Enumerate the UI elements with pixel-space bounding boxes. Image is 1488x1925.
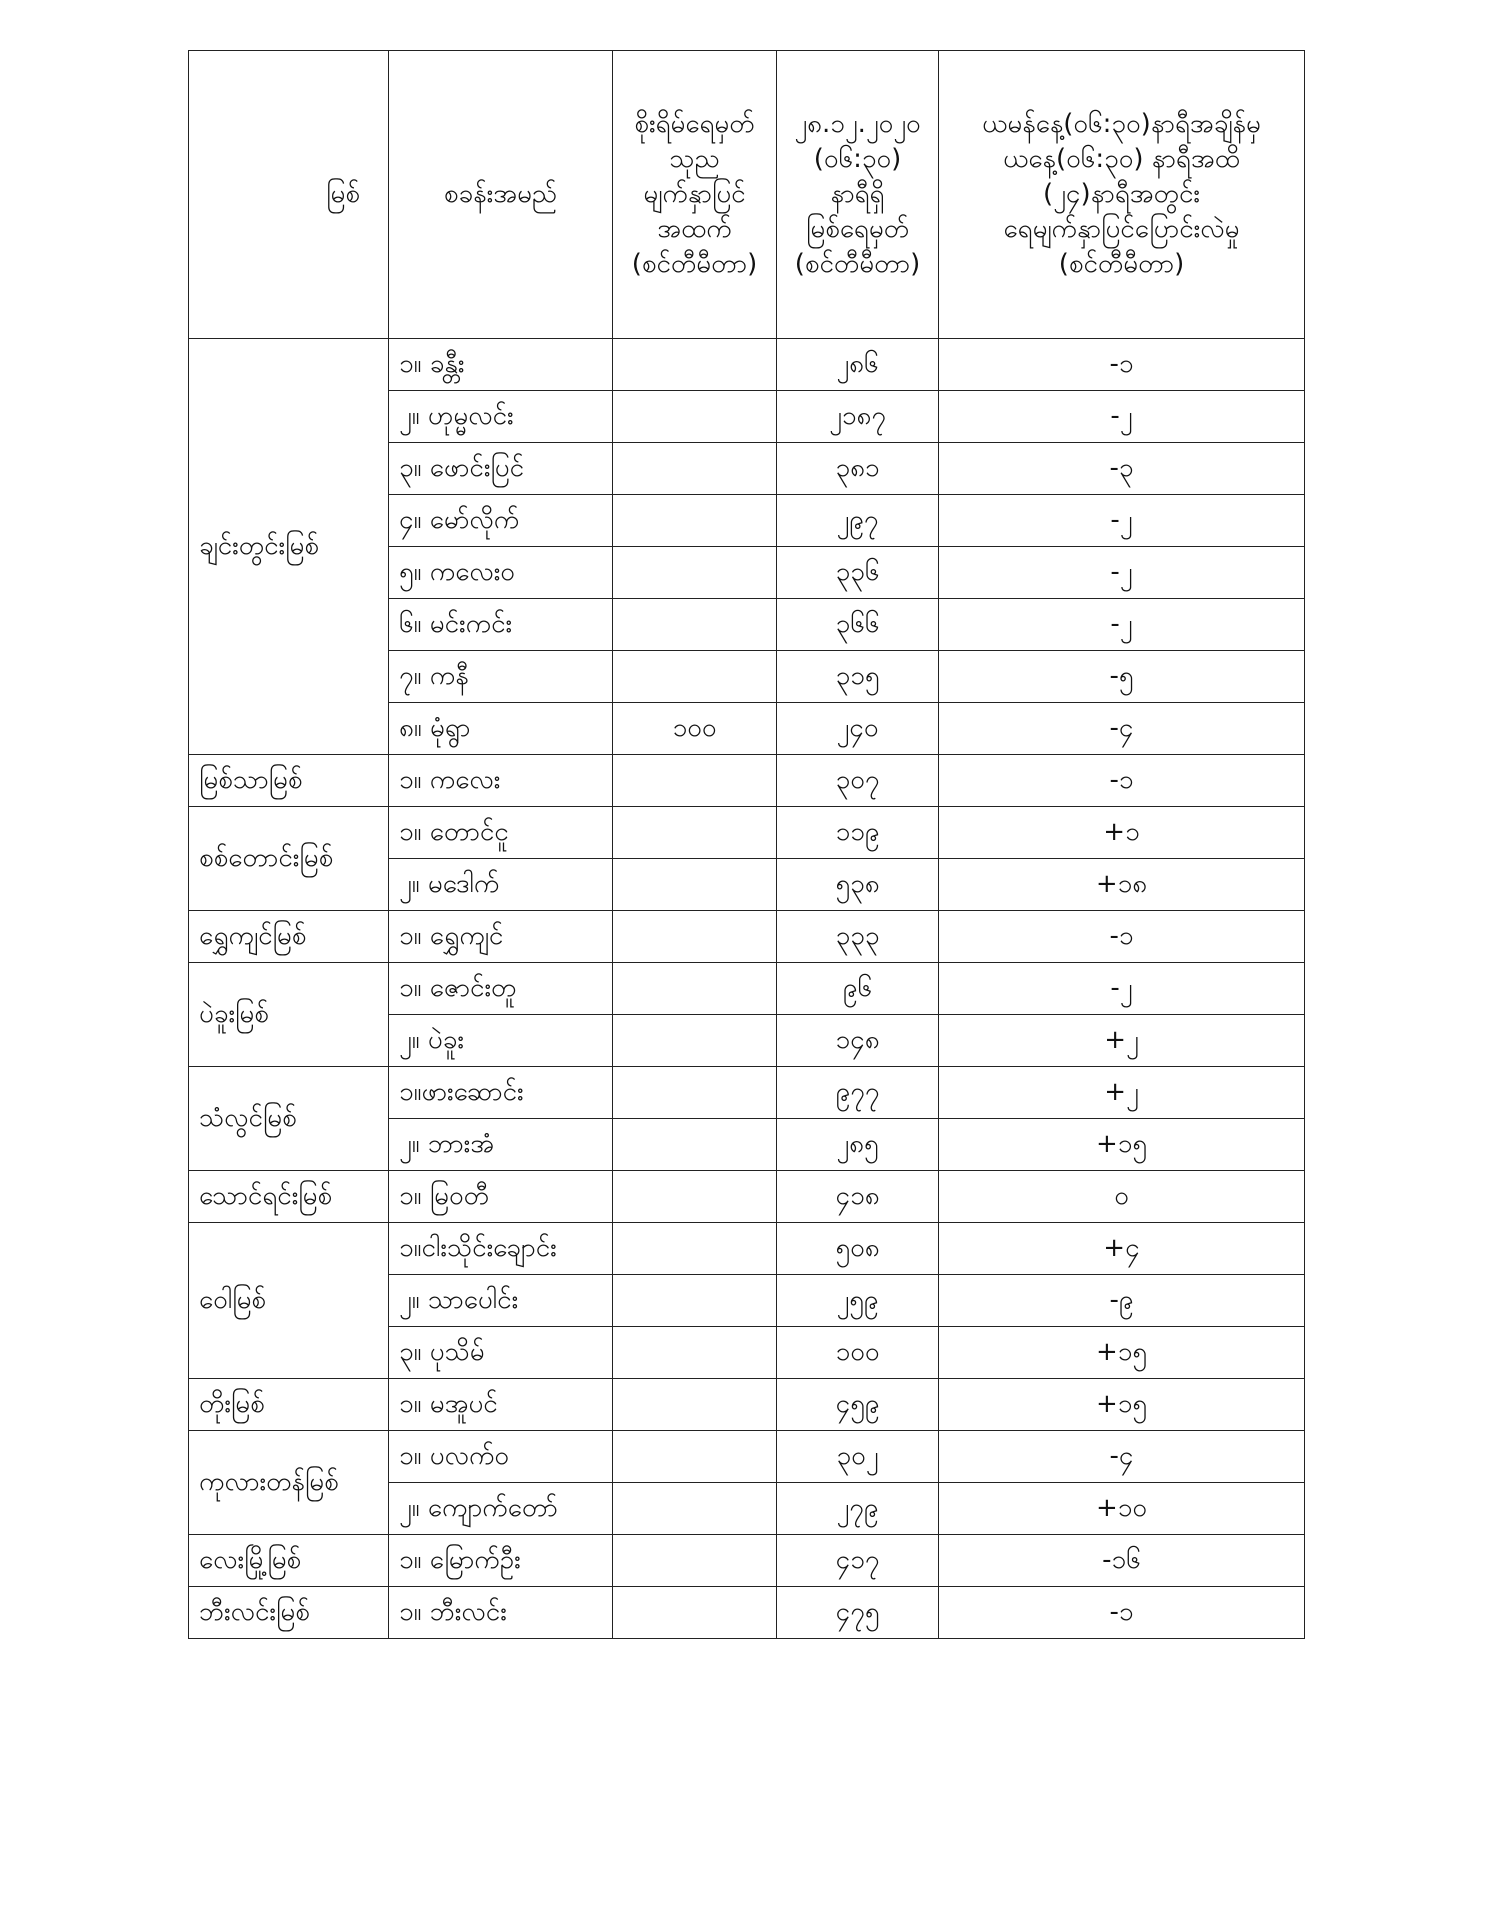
danger-level-value [613, 807, 777, 859]
station-name: ၁။ တောင်ငူ [389, 807, 613, 859]
level-change-value: -၂ [939, 391, 1305, 443]
station-name: ၁။ ရွှေကျင် [389, 911, 613, 963]
table-row [189, 755, 1305, 807]
table-row [189, 1535, 1305, 1587]
table-row [189, 339, 1305, 391]
danger-level-value [613, 963, 777, 1015]
water-level-value: ၃၀၇ [777, 755, 939, 807]
river-name: ရွှေကျင်မြစ် [189, 911, 389, 963]
station-name: ၂။ ဘားအံ [389, 1119, 613, 1171]
station-name: ၁။ ခန္တီး [389, 339, 613, 391]
level-change-value: +၁၀ [939, 1483, 1305, 1535]
river-name: ချင်းတွင်းမြစ် [189, 339, 389, 755]
water-level-value: ၃၃၆ [777, 547, 939, 599]
danger-level-value [613, 547, 777, 599]
header-danger-level [613, 51, 777, 339]
danger-level-value [613, 1223, 777, 1275]
water-level-value: ၂၄၀ [777, 703, 939, 755]
level-change-value: -၁ [939, 755, 1305, 807]
station-name: ၂။ သာပေါင်း [389, 1275, 613, 1327]
danger-level-value [613, 1587, 777, 1639]
danger-level-value [613, 651, 777, 703]
station-name: ၁။ ကလေး [389, 755, 613, 807]
table-body [189, 339, 1305, 1639]
station-name: ၃။ ဖောင်းပြင် [389, 443, 613, 495]
station-name: ၁။ မြောက်ဦး [389, 1535, 613, 1587]
level-change-value: +၂ [939, 1067, 1305, 1119]
station-name: ၁။ ဘီးလင်း [389, 1587, 613, 1639]
danger-level-value [613, 1015, 777, 1067]
header-level-line: ၂၈.၁၂.၂၀၂၀ [794, 108, 921, 139]
header-danger-line: သုည [669, 143, 720, 174]
river-name: မြစ်သာမြစ် [189, 755, 389, 807]
level-change-value: -၅ [939, 651, 1305, 703]
water-level-value: ၁၁၉ [777, 807, 939, 859]
header-danger-line: (စင်တီမီတာ) [631, 249, 758, 280]
header-level-line: မြစ်ရေမှတ် [805, 214, 910, 245]
water-level-value: ၂၉၇ [777, 495, 939, 547]
station-name: ၂။ ကျောက်တော် [389, 1483, 613, 1535]
danger-level-value [613, 1171, 777, 1223]
water-level-value: ၄၁၇ [777, 1535, 939, 1587]
water-level-value: ၉၆ [777, 963, 939, 1015]
header-change-line: ရေမျက်နှာပြင်ပြောင်းလဲမှု [1003, 214, 1240, 245]
level-change-value: -၄ [939, 1431, 1305, 1483]
level-change-value: +၁၅ [939, 1119, 1305, 1171]
level-change-value: +၁၅ [939, 1327, 1305, 1379]
water-level-table [188, 50, 1305, 1639]
water-level-value: ၃၃၃ [777, 911, 939, 963]
danger-level-value [613, 495, 777, 547]
header-current-level [777, 51, 939, 339]
level-change-value: -၄ [939, 703, 1305, 755]
river-name: ကုလားတန်မြစ် [189, 1431, 389, 1535]
water-level-value: ၂၈၅ [777, 1119, 939, 1171]
station-name: ၆။ မင်းကင်း [389, 599, 613, 651]
station-name: ၄။ မော်လိုက် [389, 495, 613, 547]
level-change-value: -၁၆ [939, 1535, 1305, 1587]
level-change-value: -၂ [939, 599, 1305, 651]
river-name: သောင်ရင်းမြစ် [189, 1171, 389, 1223]
level-change-value: +၁၅ [939, 1379, 1305, 1431]
level-change-value: -၁ [939, 911, 1305, 963]
level-change-value: -၉ [939, 1275, 1305, 1327]
water-level-value: ၄၁၈ [777, 1171, 939, 1223]
station-name: ၁။ငါးသိုင်းချောင်း [389, 1223, 613, 1275]
level-change-value: +၄ [939, 1223, 1305, 1275]
danger-level-value [613, 599, 777, 651]
danger-level-value [613, 1327, 777, 1379]
header-level-line: (စင်တီမီတာ) [794, 249, 921, 280]
water-level-value: ၃၁၅ [777, 651, 939, 703]
table-row [189, 1587, 1305, 1639]
station-name: ၁။ဖားဆောင်း [389, 1067, 613, 1119]
level-change-value: -၂ [939, 963, 1305, 1015]
river-water-level-sheet [188, 50, 1304, 1639]
level-change-value: ၀ [939, 1171, 1305, 1223]
header-row [189, 51, 1305, 339]
table-row [189, 1379, 1305, 1431]
danger-level-value [613, 1119, 777, 1171]
table-row [189, 1171, 1305, 1223]
header-river: မြစ် [189, 51, 389, 339]
level-change-value: -၃ [939, 443, 1305, 495]
water-level-value: ၅၀၈ [777, 1223, 939, 1275]
water-level-value: ၁၄၈ [777, 1015, 939, 1067]
station-name: ၃။ ပုသိမ် [389, 1327, 613, 1379]
header-level-line: နာရီရှိ [830, 178, 885, 209]
river-name: ပဲခူးမြစ် [189, 963, 389, 1067]
station-name: ၈။ မုံရွာ [389, 703, 613, 755]
danger-level-value [613, 1483, 777, 1535]
danger-level-value [613, 1535, 777, 1587]
table-row [189, 807, 1305, 859]
water-level-value: ၄၅၉ [777, 1379, 939, 1431]
danger-level-value [613, 1067, 777, 1119]
danger-level-value: ၁၀၀ [613, 703, 777, 755]
water-level-value: ၂၁၈၇ [777, 391, 939, 443]
station-name: ၅။ ကလေးဝ [389, 547, 613, 599]
river-name: ဘီးလင်းမြစ် [189, 1587, 389, 1639]
water-level-value: ၃၈၁ [777, 443, 939, 495]
station-name: ၁။ ဇောင်းတူ [389, 963, 613, 1015]
header-danger-line: အထက် [657, 214, 732, 245]
level-change-value: -၂ [939, 495, 1305, 547]
level-change-value: +၁ [939, 807, 1305, 859]
water-level-value: ၁၀၀ [777, 1327, 939, 1379]
header-level-line: (၀၆:၃၀) [813, 143, 902, 174]
level-change-value: +၁၈ [939, 859, 1305, 911]
water-level-value: ၂၇၉ [777, 1483, 939, 1535]
danger-level-value [613, 1379, 777, 1431]
water-level-value: ၂၈၆ [777, 339, 939, 391]
header-change-line: (၂၄)နာရီအတွင်း [1043, 178, 1200, 209]
danger-level-value [613, 391, 777, 443]
river-name: စစ်တောင်းမြစ် [189, 807, 389, 911]
water-level-value: ၂၅၉ [777, 1275, 939, 1327]
danger-level-value [613, 1275, 777, 1327]
river-name: ဝေါမြစ် [189, 1223, 389, 1379]
header-danger-line: စိုးရိမ်ရေမှတ် [634, 108, 755, 139]
water-level-value: ၃၆၆ [777, 599, 939, 651]
danger-level-value [613, 339, 777, 391]
danger-level-value [613, 859, 777, 911]
level-change-value: -၁ [939, 339, 1305, 391]
header-24h-change [939, 51, 1305, 339]
table-row [189, 963, 1305, 1015]
water-level-value: ၅၃၈ [777, 859, 939, 911]
table-row [189, 911, 1305, 963]
river-name: လေးမြို့မြစ် [189, 1535, 389, 1587]
river-name: တိုးမြစ် [189, 1379, 389, 1431]
danger-level-value [613, 755, 777, 807]
header-danger-line: မျက်နှာပြင် [643, 178, 746, 209]
level-change-value: -၁ [939, 1587, 1305, 1639]
water-level-value: ၄၇၅ [777, 1587, 939, 1639]
water-level-value: ၉၇၇ [777, 1067, 939, 1119]
table-row [189, 1067, 1305, 1119]
danger-level-value [613, 1431, 777, 1483]
header-change-line: ယမန်နေ့(၀၆:၃၀)နာရီအချိန်မှ [982, 108, 1261, 139]
station-name: ၁။ မြဝတီ [389, 1171, 613, 1223]
station-name: ၇။ ကနီ [389, 651, 613, 703]
table-row [189, 1431, 1305, 1483]
river-name: သံလွင်မြစ် [189, 1067, 389, 1171]
header-change-line: (စင်တီမီတာ) [1058, 249, 1185, 280]
station-name: ၂။ ပဲခူး [389, 1015, 613, 1067]
station-name: ၁။ မအူပင် [389, 1379, 613, 1431]
danger-level-value [613, 443, 777, 495]
danger-level-value [613, 911, 777, 963]
header-station: စခန်းအမည် [389, 51, 613, 339]
station-name: ၂။ မဒေါက် [389, 859, 613, 911]
station-name: ၂။ ဟုမ္မလင်း [389, 391, 613, 443]
water-level-value: ၃၀၂ [777, 1431, 939, 1483]
header-change-line: ယနေ့(၀၆:၃၀) နာရီအထိ [1003, 143, 1240, 174]
level-change-value: +၂ [939, 1015, 1305, 1067]
level-change-value: -၂ [939, 547, 1305, 599]
table-row [189, 1223, 1305, 1275]
station-name: ၁။ ပလက်ဝ [389, 1431, 613, 1483]
